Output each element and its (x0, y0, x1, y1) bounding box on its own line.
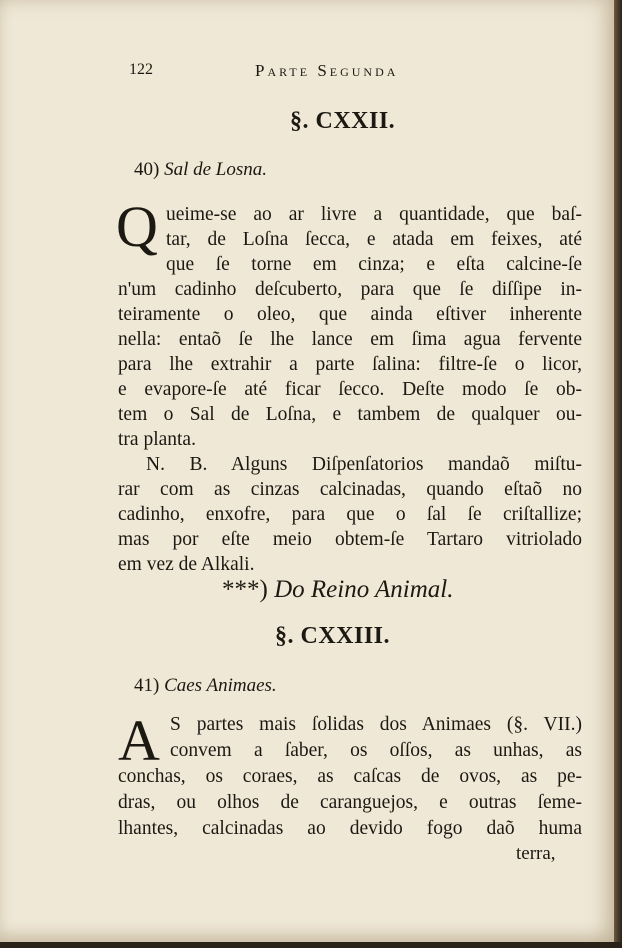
subheading-title: Caes Animaes. (164, 675, 277, 696)
text-line: conchas, os coraes, as caſcas de ovos, as pe- (118, 766, 582, 787)
text-line: lhantes, calcinadas ao devido fogo daõ huma (118, 818, 582, 839)
text-line: e evapore-ſe até ficar ſecco. Deſte modo ſe ob- (118, 379, 582, 400)
text-line: ueime-se ao ar livre a quantidade, que baſ- (166, 204, 582, 225)
subheading-41 (134, 675, 277, 697)
section-heading-cxxii: §. CXXII. (290, 108, 396, 134)
subheading-40 (134, 159, 267, 181)
text-line: convem a ſaber, os oſſos, as unhas, as (170, 740, 582, 761)
text-line: cadinho, enxofre, para que o ſal ſe criſtallize; (118, 504, 582, 525)
subheading-number: 41) (134, 675, 160, 696)
text-line: que ſe torne em cinza; e eſta calcine-ſe (166, 254, 582, 275)
page-edge-bottom (0, 942, 622, 948)
subheading-title: Sal de Losna. (164, 159, 268, 180)
text-line: S partes mais ſolidas dos Animaes (§. VII.) (170, 714, 582, 735)
running-title: Parte Segunda (255, 61, 399, 80)
text-line: N. B. Alguns Diſpenſatorios mandaõ miſtu- (146, 454, 582, 475)
page-number: 122 (129, 61, 153, 78)
text-line: em vez de Alkali. (118, 554, 255, 575)
text-line: rar com as cinzas calcinadas, quando eſtaõ no (118, 479, 582, 500)
catchword: terra, (516, 843, 556, 864)
text-line: para lhe extrahir a parte ſalina: filtre-ſe o licor, (118, 354, 582, 375)
text-line: n'um cadinho deſcuberto, para que ſe diſſipe in- (118, 279, 582, 300)
text-line: tar, de Loſna ſecca, e atada em feixes, até (166, 229, 582, 250)
text-line: teiramente o oleo, que ainda eſtiver inherente (118, 304, 582, 325)
dropcap-a: A (118, 708, 160, 773)
division-title: Do Reino Animal. (274, 576, 454, 603)
text-line: tem o Sal de Loſna, e tambem de qualquer ou- (118, 404, 582, 425)
text-line: dras, ou olhos de caranguejos, e outras ſeme- (118, 792, 582, 813)
subheading-number: 40) (134, 159, 160, 180)
text-line: mas por eſte meio obtem-ſe Tartaro vitriolado (118, 529, 582, 550)
division-marks: ***) (222, 576, 268, 603)
text-line: nella: entaõ ſe lhe lance em ſima agua fervente (118, 329, 582, 350)
text-line: tra planta. (118, 429, 196, 450)
section-heading-cxxiii: §. CXXIII. (275, 623, 391, 649)
division-heading (222, 576, 453, 604)
dropcap-q: Q (116, 194, 158, 259)
page-edge-right (614, 0, 622, 948)
